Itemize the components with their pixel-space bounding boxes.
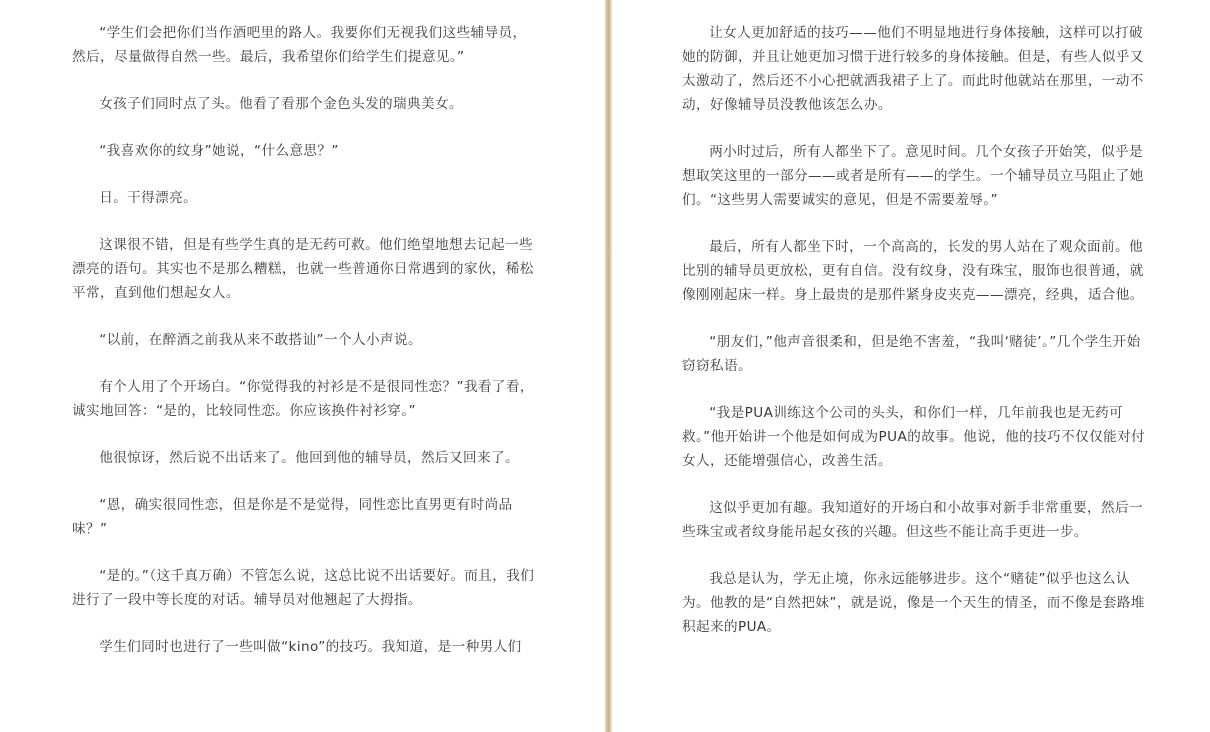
paragraph: 这似乎更加有趣。我知道好的开场白和小故事对新手非常重要，然后一些珠宝或者纹身能吊起女孩的兴趣。但这些不能让高手更进一步。 (682, 500, 1143, 540)
paragraph: 让女人更加舒适的技巧——他们不明显地进行身体接触，这样可以打破她的防御，并且让她更加习惯于进行较多的身体接触。但是，有些人似乎又太激动了，然后还不小心把就洒我裙子上了。而此时他就站在那里，一动不动，好像辅导员没教他该怎么办。 (682, 25, 1144, 113)
paragraph: “恩，确实很同性恋，但是你是不是觉得，同性恋比直男更有时尚品味？” (72, 497, 513, 537)
paragraph: 他很惊讶，然后说不出话来了。他回到他的辅导员，然后又回来了。 (99, 450, 519, 466)
paragraph: “朋友们，”他声音很柔和，但是绝不害羞，“我叫‘赌徒’。”几个学生开始窃窃私语。 (682, 334, 1141, 374)
paragraph: “我喜欢你的纹身”她说，“什么意思？” (99, 143, 339, 159)
paragraph: 日。干得漂亮。 (99, 190, 198, 206)
paragraph: 这课很不错，但是有些学生真的是无药可救。他们绝望地想去记起一些漂亮的语句。其实也不是那么糟糕，也就一些普通你日常遇到的家伙，稀松平常，直到他们想起女人。 (72, 237, 534, 301)
paragraph: 两小时过后，所有人都坐下了。意见时间。几个女孩子开始笑，似乎是想取笑这里的一部分——或者是所有——的学生。一个辅导员立马阻止了她们。“这些男人需要诚实的意见，但是不需要羞辱。” (682, 144, 1144, 208)
paragraph: 最后，所有人都坐下时，一个高高的，长发的男人站在了观众面前。他比别的辅导员更放松，更有自信。没有纹身，没有珠宝，服饰也很普通，就像刚刚起床一样。身上最贵的是那件紧身皮夹克——漂亮，经典，适合他。 (682, 239, 1144, 303)
paragraph: “我是PUA训练这个公司的头头，和你们一样，几年前我也是无药可救。”他开始讲一个他是如何成为PUA的故事。他说，他的技巧不仅仅能对付女人，还能增强信心，改善生活。 (682, 405, 1146, 469)
paragraph: 有个人用了个开场白。“你觉得我的衬衫是不是很同性恋？”我看了看，诚实地回答：“是的，比较同性恋。你应该换件衬衫穿。” (72, 379, 534, 419)
paragraph: “是的。”（这千真万确）不管怎么说，这总比说不出话要好。而且，我们进行了一段中等长度的对话。辅导员对他翘起了大拇指。 (72, 568, 535, 608)
paragraph: 我总是认为，学无止境，你永远能够进步。这个“赌徒”似乎也这么认为。他教的是“自然把妹”，就是说，像是一个天生的情圣，而不像是套路堆积起来的PUA。 (682, 571, 1145, 635)
paragraph: 女孩子们同时点了头。他看了看那个金色头发的瑞典美女。 (99, 96, 464, 112)
paragraph: 学生们同时也进行了一些叫做“kino”的技巧。我知道，是一种男人们 (99, 639, 522, 655)
paragraph: “学生们会把你们当作酒吧里的路人。我要你们无视我们这些辅导员，然后，尽量做得自然一些。最后，我希望你们给学生们提意见。” (72, 25, 527, 65)
paragraph: “以前，在醉酒之前我从来不敢搭讪”一个人小声说。 (99, 332, 422, 348)
right-page (612, 0, 1210, 732)
book-spine (605, 0, 612, 732)
